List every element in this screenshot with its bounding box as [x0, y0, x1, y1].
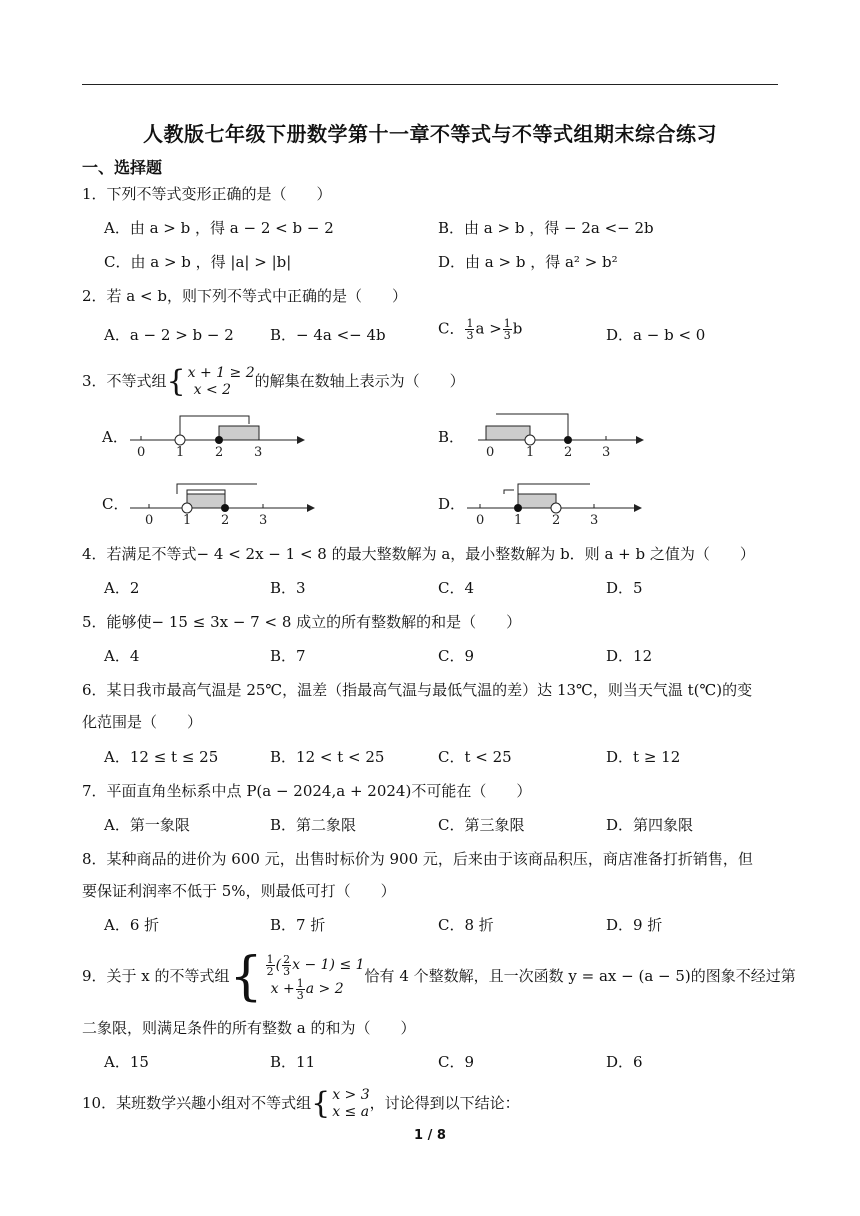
q8-stem-line1: 8．某种商品的进价为 600 元，出售时标价为 900 元，后来由于该商品积压，商店准备打折销售，但 — [82, 850, 753, 868]
q5-option-c[interactable]: C．9 — [438, 647, 475, 665]
q5-option-d[interactable]: D．12 — [606, 647, 653, 665]
q8-option-c[interactable]: C．8 折 — [438, 916, 494, 934]
svg-text:2: 2 — [552, 513, 561, 528]
svg-text:3: 3 — [254, 445, 263, 460]
svg-text:1: 1 — [183, 513, 192, 528]
q10-stem: 10．某班数学兴趣小组对不等式组{ x > 3 x ≤ a ，讨论得到以下结论： — [82, 1086, 520, 1121]
q4-stem: 4．若满足不等式− 4 < 2x − 1 < 8 的最大整数解为 a，最小整数解为 b．则 a + b 之值为（ ） — [82, 545, 755, 563]
svg-text:3: 3 — [259, 513, 268, 528]
q9-stem-line2: 二象限，则满足条件的所有整数 a 的和为（ ） — [82, 1019, 416, 1037]
q3-numberline-c[interactable] — [125, 478, 325, 528]
q8-option-a[interactable]: A．6 折 — [104, 916, 160, 934]
svg-text:0: 0 — [476, 513, 485, 528]
q6-option-a[interactable]: A．12 ≤ t ≤ 25 — [104, 748, 219, 766]
q7-option-b[interactable]: B．第二象限 — [270, 816, 357, 834]
q3-label-d[interactable]: D． — [438, 495, 466, 513]
section-heading: 一、选择题 — [82, 158, 163, 177]
svg-text:3: 3 — [602, 445, 611, 460]
q3-label-b[interactable]: B． — [438, 428, 465, 446]
q6-option-b[interactable]: B．12 < t < 25 — [270, 748, 385, 766]
svg-text:0: 0 — [145, 513, 154, 528]
q9-option-a[interactable]: A．15 — [104, 1053, 149, 1071]
q3-label-c[interactable]: C． — [102, 495, 129, 513]
page-title: 人教版七年级下册数学第十一章不等式与不等式组期末综合练习 — [143, 122, 717, 146]
header-rule — [82, 84, 778, 85]
q4-option-c[interactable]: C．4 — [438, 579, 475, 597]
q1-option-b[interactable]: B．由 a > b ，得 − 2a <− 2b — [438, 219, 654, 237]
q9-option-c[interactable]: C．9 — [438, 1053, 475, 1071]
q4-option-d[interactable]: D．5 — [606, 579, 643, 597]
svg-text:0: 0 — [486, 445, 495, 460]
q2-option-d[interactable]: D．a − b < 0 — [606, 326, 706, 344]
q4-option-b[interactable]: B．3 — [270, 579, 306, 597]
q9-option-d[interactable]: D．6 — [606, 1053, 643, 1071]
q1-option-c[interactable]: C．由 a > b ，得 |a| > |b| — [104, 253, 292, 271]
q4-option-a[interactable]: A．2 — [104, 579, 140, 597]
q8-option-b[interactable]: B．7 折 — [270, 916, 326, 934]
q5-stem: 5．能够使− 15 ≤ 3x − 7 < 8 成立的所有整数解的和是（ ） — [82, 613, 522, 631]
q6-option-d[interactable]: D．t ≥ 12 — [606, 748, 681, 766]
q5-option-b[interactable]: B．7 — [270, 647, 306, 665]
svg-text:3: 3 — [590, 513, 599, 528]
svg-text:1: 1 — [176, 445, 185, 460]
q5-option-a[interactable]: A．4 — [104, 647, 140, 665]
q3-stem: 3．不等式组{ x + 1 ≥ 2 x < 2 的解集在数轴上表示为（ ） — [82, 364, 465, 399]
q2-option-c[interactable]: C． $\frac{1}{3}$ a > $\frac{1}{3}$ b — [438, 317, 523, 342]
q8-stem-line2: 要保证利润率不低于 5%，则最低可打（ ） — [82, 882, 396, 900]
q8-option-d[interactable]: D．9 折 — [606, 916, 663, 934]
q9-option-b[interactable]: B．11 — [270, 1053, 316, 1071]
q3-numberline-a[interactable] — [125, 410, 310, 460]
q3-numberline-d[interactable] — [462, 478, 662, 528]
svg-text:2: 2 — [564, 445, 573, 460]
svg-text:1: 1 — [526, 445, 535, 460]
svg-text:2: 2 — [215, 445, 224, 460]
q3-numberline-b[interactable] — [478, 410, 663, 460]
q7-option-d[interactable]: D．第四象限 — [606, 816, 694, 834]
q9-stem-line1: 9．关于 x 的不等式组{ $\frac{1}{2}$ ( $\frac{2}{3}$ x − 1) ≤ 1 x + $\frac{1}{3}$ a > 2 恰有 4 个整数解，且一次函数 y = ax − (a − 5)的图象不经过第 — [82, 947, 796, 1007]
q2-option-b[interactable]: B．− 4a <− 4b — [270, 326, 386, 344]
q2-option-a[interactable]: A．a − 2 > b − 2 — [104, 326, 234, 344]
q2-stem: 2．若 a < b，则下列不等式中正确的是（ ） — [82, 287, 407, 305]
svg-text:1: 1 — [514, 513, 523, 528]
svg-text:2: 2 — [221, 513, 230, 528]
q6-stem-line2: 化范围是（ ） — [82, 713, 203, 731]
q6-option-c[interactable]: C．t < 25 — [438, 748, 512, 766]
q1-option-a[interactable]: A．由 a > b ，得 a − 2 < b − 2 — [104, 219, 334, 237]
q1-stem: 1．下列不等式变形正确的是（ ） — [82, 185, 332, 203]
q7-option-a[interactable]: A．第一象限 — [104, 816, 190, 834]
page-number: 1 / 8 — [414, 1128, 446, 1143]
q1-option-d[interactable]: D．由 a > b ，得 a² > b² — [438, 253, 618, 271]
q7-stem: 7．平面直角坐标系中点 P(a − 2024,a + 2024)不可能在（ ） — [82, 782, 532, 800]
svg-text:0: 0 — [137, 445, 146, 460]
q6-stem-line1: 6．某日我市最高气温是 25℃，温差（指最高气温与最低气温的差）达 13℃，则当天气温 t(℃)的变 — [82, 681, 753, 699]
q3-label-a[interactable]: A． — [102, 428, 128, 446]
q7-option-c[interactable]: C．第三象限 — [438, 816, 525, 834]
